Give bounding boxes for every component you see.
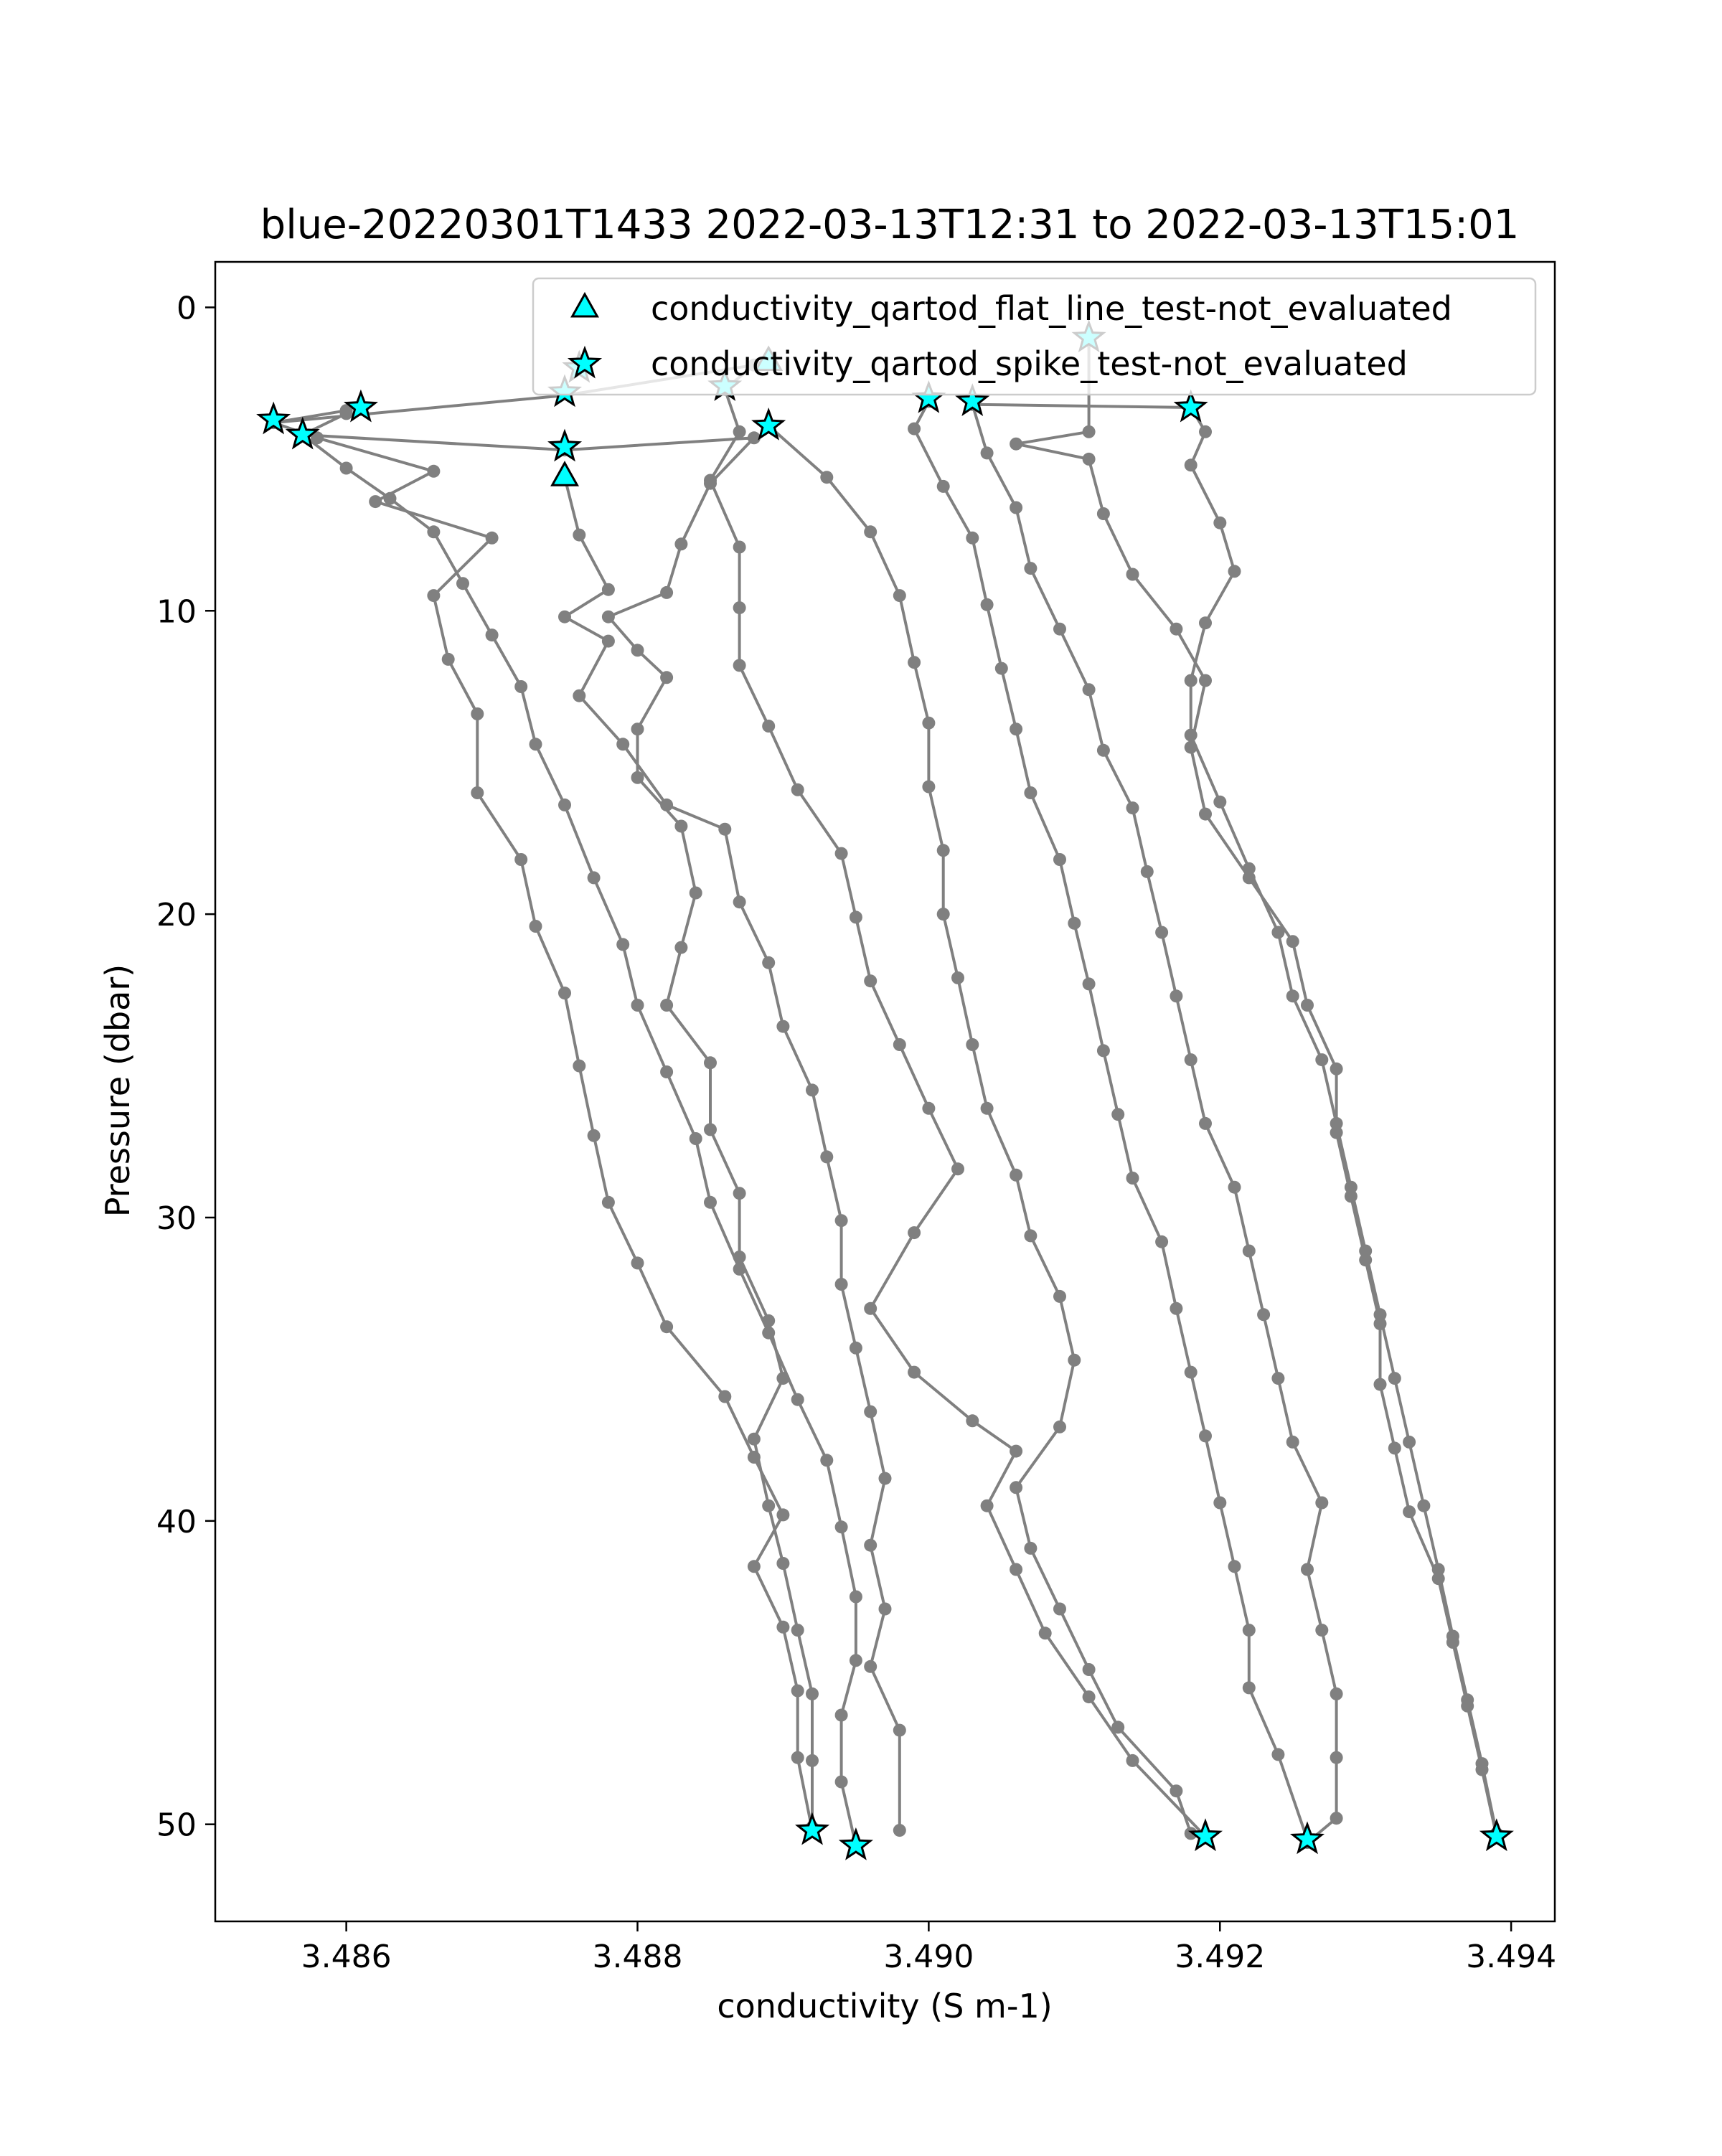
y-tick-label: 40 [156,1503,197,1540]
profile-point [762,956,775,969]
profile-point [937,480,950,493]
profile-point [733,601,746,614]
profile-point [1403,1505,1416,1518]
profile-point [1243,1624,1256,1637]
profile-point [762,720,775,733]
profile-point [1170,623,1182,636]
profile-point [1185,458,1198,471]
profile-point [1068,917,1081,930]
profile-point [776,1557,789,1570]
profile-point [1024,562,1037,575]
profile-point [616,938,629,951]
profile-point [718,823,731,836]
profile-point [893,1824,906,1837]
profile-point [1068,1354,1081,1367]
profile-point [820,1150,833,1163]
profile-point [981,1102,994,1115]
profile-point [704,1056,717,1069]
profile-point [1185,1053,1198,1066]
profile-point [1199,616,1212,629]
profile-point [908,1226,921,1239]
profile-point [806,1754,819,1767]
x-tick-label: 3.490 [883,1939,974,1975]
profile-point [1024,786,1037,799]
profile-point [951,971,964,984]
profile-point [1010,1445,1022,1458]
profile-point [558,987,571,999]
profile-point [733,1187,746,1200]
profile-point [340,462,353,475]
profile-point [835,1776,848,1789]
profile-point [791,1751,804,1764]
profile-point [1010,1169,1022,1182]
profile-point [1374,1378,1387,1391]
profile-point [704,1123,717,1136]
y-tick-label: 10 [156,593,197,631]
profile-point [776,1020,789,1033]
profile-point [631,999,644,1012]
profile-point [1374,1308,1387,1321]
profile-point [733,425,746,438]
profile-point [835,1278,848,1291]
profile-point [776,1621,789,1634]
profile-point [1097,744,1110,757]
profile-point [1271,1748,1284,1761]
profile-point [573,689,585,702]
profile-point [1199,1117,1212,1130]
profile-point [864,1660,877,1673]
profile-point [588,871,601,884]
profile-point [1097,507,1110,520]
profile-point [718,1390,731,1403]
profile-point [1083,683,1096,696]
profile-point [748,431,761,444]
profile-point [674,941,687,954]
profile-point [1286,935,1299,948]
profile-point [1228,1181,1241,1194]
profile-point [1126,1172,1139,1185]
profile-point [1155,926,1168,939]
profile-point [486,532,499,545]
profile-point [674,537,687,550]
profile-point [1185,674,1198,687]
profile-point [1243,1681,1256,1694]
profile-point [660,671,673,684]
profile-point [1213,796,1226,809]
profile-point [893,1038,906,1051]
profile-point [1053,1603,1066,1616]
profile-point [1185,729,1198,742]
profile-point [850,1591,862,1604]
profile-point [1330,1812,1343,1825]
profile-point [908,1366,921,1379]
profile-point [937,844,950,857]
y-axis-label: Pressure (dbar) [98,964,137,1218]
profile-point [1315,1053,1328,1066]
profile-point [514,853,527,866]
profile-point [820,471,833,484]
profile-point [384,492,397,505]
profile-point [1271,926,1284,939]
profile-point [1141,865,1154,878]
profile-point [1126,568,1139,581]
profile-point [471,707,484,720]
y-tick-label: 20 [156,897,197,934]
profile-point [850,1654,862,1667]
profile-point [690,887,702,900]
profile-point [1243,862,1256,875]
profile-point [1257,1308,1270,1321]
profile-point [1330,1687,1343,1700]
profile-point [1111,1108,1124,1121]
profile-point [864,525,877,538]
profile-point [1213,1497,1226,1510]
profile-point [1301,1563,1314,1576]
profile-point [530,920,542,933]
profile-point [850,1342,862,1355]
y-tick-label: 0 [177,290,197,327]
profile-point [369,495,382,508]
profile-point [951,1162,964,1175]
profile-point [864,1302,877,1315]
profile-point [1083,453,1096,466]
profile-point [1111,1720,1124,1733]
profile-point [616,738,629,750]
profile-point [893,589,906,602]
profile-point [1053,1290,1066,1303]
profile-point [1126,801,1139,814]
profile-point [791,1685,804,1698]
profile-point [922,717,935,730]
profile-point [1286,989,1299,1002]
profile-point [1083,977,1096,990]
profile-point [1010,502,1022,514]
profile-point [1417,1500,1430,1512]
profile-point [1199,674,1212,687]
profile-point [864,1539,877,1552]
profile-point [1403,1436,1416,1449]
profile-point [631,771,644,784]
profile-point [835,847,848,860]
profile-point [1024,1542,1037,1555]
profile-point [660,1065,673,1078]
profile-point [791,783,804,796]
profile-point [791,1624,804,1637]
profile-point [427,525,440,538]
profile-point [733,1251,746,1263]
profile-point [1170,1302,1182,1315]
legend-label: conductivity_qartod_spike_test-not_evaluated [651,344,1408,383]
profile-point [1243,1245,1256,1258]
profile-point [835,1709,848,1722]
x-tick-label: 3.494 [1466,1939,1557,1975]
profile-point [631,644,644,656]
profile-point [908,423,921,436]
profile-point [704,1196,717,1209]
chart-title: blue-20220301T1433 2022-03-13T12:31 to 2022-03-13T15:01 [260,202,1520,248]
profile-point [1461,1693,1474,1706]
profile-point [1446,1630,1459,1643]
profile-point [966,1414,979,1427]
profile-point [733,541,746,554]
profile-point [660,999,673,1012]
profile-point [835,1520,848,1533]
profile-point [602,1196,615,1209]
profile-point [1039,1627,1052,1639]
profile-point [1315,1497,1328,1510]
profile-point [1432,1563,1445,1576]
profile-point [835,1214,848,1227]
profile-point [514,680,527,693]
profile-point [1170,1784,1182,1797]
profile-point [850,910,862,923]
y-tick-label: 50 [156,1807,197,1844]
profile-point [776,1372,789,1385]
profile-point [442,653,455,666]
profile-point [1228,565,1241,578]
profile-point [1228,1560,1241,1573]
profile-point [893,1724,906,1737]
profile-point [908,656,921,669]
profile-point [456,577,469,590]
profile-point [791,1393,804,1406]
profile-point [1476,1757,1489,1770]
profile-point [1330,1117,1343,1130]
profile-point [427,465,440,478]
profile-point [1388,1372,1401,1385]
y-tick-label: 30 [156,1200,197,1237]
profile-point [995,662,1008,675]
profile-point [864,1406,877,1418]
profile-point [631,1256,644,1269]
profile-point [602,611,615,623]
profile-point [1053,623,1066,636]
profile-point [806,1687,819,1700]
profile-point [573,1060,585,1073]
profile-point [748,1560,761,1573]
profile-point [1286,1436,1299,1449]
profile-point [573,529,585,542]
profile-point [674,820,687,833]
profile-point [776,1508,789,1521]
profile-point [1126,1754,1139,1767]
profile-point [1053,853,1066,866]
profile-point [1359,1245,1372,1258]
profile-point [631,722,644,735]
profile-point [660,1320,673,1333]
profile-point [558,611,571,623]
profile-point [1083,425,1096,438]
profile-point [1010,1481,1022,1494]
profile-point [1155,1235,1168,1248]
profile-point [733,659,746,672]
profile-point [748,1433,761,1446]
profile-point [690,1132,702,1145]
profile-point [1083,1663,1096,1676]
profile-point [1024,1229,1037,1242]
profile-point [1010,1563,1022,1576]
profile-point [922,781,935,794]
x-tick-label: 3.488 [592,1939,683,1975]
profile-point [1330,1751,1343,1764]
profile-point [879,1603,892,1616]
profile-point [1083,1690,1096,1703]
profile-point [937,908,950,921]
profile-point [588,1129,601,1142]
x-tick-label: 3.486 [301,1939,392,1975]
profile-point [1388,1441,1401,1454]
legend-label: conductivity_qartod_flat_line_test-not_evaluated [651,289,1452,328]
profile-point [1170,989,1182,1002]
profile-point [922,1102,935,1115]
profile-point [704,474,717,487]
profile-point [981,1500,994,1512]
profile-point [966,532,979,545]
profile-point [981,598,994,611]
profile-point [486,629,499,641]
profile-point [1199,1429,1212,1442]
x-tick-label: 3.492 [1175,1939,1266,1975]
profile-point [1185,1366,1198,1379]
profile-point [530,738,542,750]
profile-point [864,974,877,987]
profile-point [820,1454,833,1467]
profile-point [558,799,571,811]
profile-point [1199,425,1212,438]
legend [533,278,1535,395]
profile-point [1330,1063,1343,1075]
profile-point [602,583,615,596]
profile-point [1097,1044,1110,1057]
profile-point [1199,808,1212,821]
profile-point [733,895,746,908]
profile-point [1301,999,1314,1012]
profile-point [1053,1421,1066,1434]
profile-point [427,589,440,602]
profile-point [1010,722,1022,735]
profile-point [660,586,673,599]
profile-point [879,1472,892,1485]
x-axis-label: conductivity (S m-1) [717,1987,1053,2025]
profile-point [1213,517,1226,529]
profile-point [471,786,484,799]
profile-point [340,407,353,420]
profile-point [806,1083,819,1096]
profile-point [1315,1624,1328,1637]
profile-point [1345,1181,1358,1194]
profile-point [966,1038,979,1051]
profile-point [762,1500,775,1512]
profile-point [981,446,994,459]
profile-point [602,635,615,648]
profile-point [1010,438,1022,451]
profile-point [1271,1372,1284,1385]
profile-point [762,1314,775,1327]
